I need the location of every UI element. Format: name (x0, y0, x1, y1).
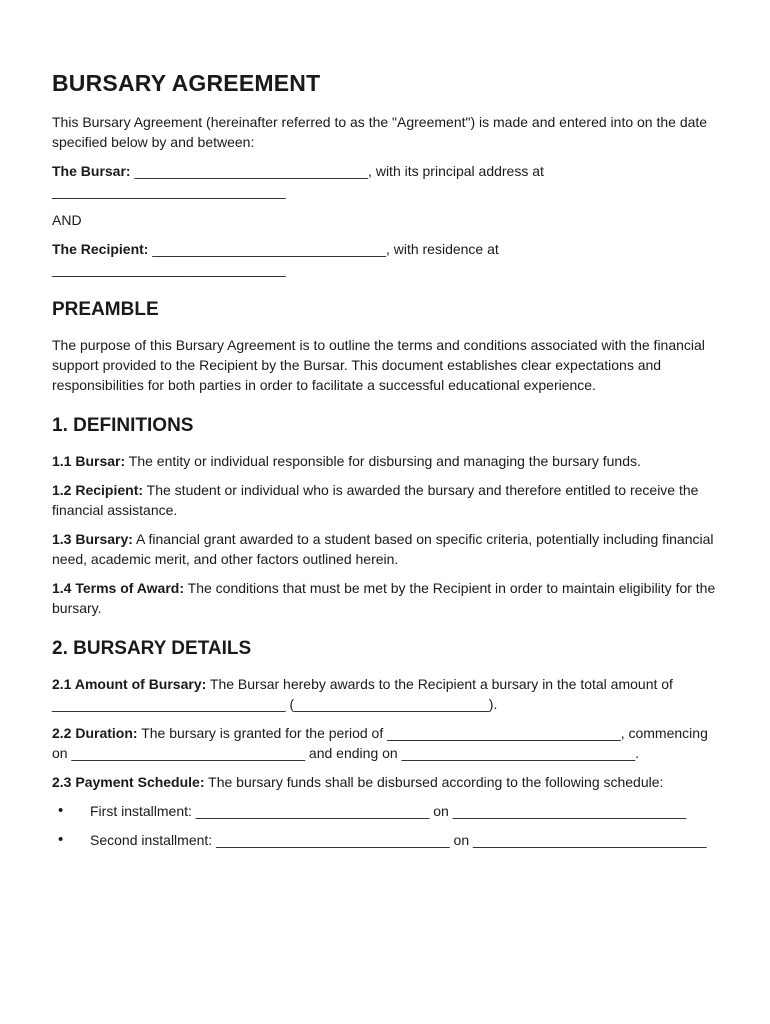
definition-term: 1.2 Recipient: (52, 482, 144, 498)
detail-text: The bursary funds shall be disbursed according to the following schedule: (204, 774, 664, 790)
detail-item (52, 772, 718, 792)
schedule-text: First installment: ______________________________ on ______________________________ (90, 803, 687, 819)
bullet-icon: • (58, 802, 64, 819)
schedule-text: Second installment: ______________________________ on ______________________________ (90, 832, 707, 848)
definition-text: The student or individual who is awarded the bursary and therefore entitled to receive the financial assistance. (52, 482, 699, 518)
document-title: BURSARY AGREEMENT (52, 70, 321, 96)
definition-term: 1.4 Terms of Award: (52, 580, 185, 596)
bursar-line (52, 161, 718, 201)
definition-term: 1.3 Bursary: (52, 531, 133, 547)
intro-paragraph: This Bursary Agreement (hereinafter referred to as the "Agreement") is made and entered into on the date specified below by and between: (52, 114, 708, 150)
definition-text: A financial grant awarded to a student based on specific criteria, potentially including financial need, academic merit, and other factors outlined herein. (52, 531, 714, 567)
definitions-heading: 1. DEFINITIONS (52, 415, 194, 436)
detail-term: 2.2 Duration: (52, 725, 138, 741)
definition-text: The conditions that must be met by the Recipient in order to maintain eligibility for the bursary. (52, 580, 716, 616)
definition-item (52, 578, 718, 618)
bullet-icon: • (58, 831, 64, 848)
schedule-item (52, 830, 718, 850)
bursar-label: The Bursar: (52, 163, 131, 179)
definition-item (52, 451, 718, 471)
detail-item (52, 723, 718, 763)
definition-term: 1.1 Bursar: (52, 453, 126, 469)
definition-item (52, 529, 718, 569)
payment-schedule-list (52, 801, 718, 850)
preamble-heading: PREAMBLE (52, 299, 159, 320)
detail-text: The Bursar hereby awards to the Recipient a bursary in the total amount of ______________________________ (_________________________). (52, 676, 673, 712)
bursar-text: ______________________________, with its principal address at ______________________________ (52, 163, 544, 199)
details-section (52, 638, 718, 850)
schedule-item (52, 801, 718, 821)
preamble-section (52, 299, 718, 395)
definition-item (52, 480, 718, 520)
detail-term: 2.3 Payment Schedule: (52, 774, 205, 790)
and-text: AND (52, 212, 82, 228)
definition-text: The entity or individual responsible for disbursing and managing the bursary funds. (125, 453, 641, 469)
definitions-section (52, 415, 718, 618)
detail-item (52, 674, 718, 714)
detail-text: The bursary is granted for the period of ______________________________, commencing on ______________________________ and ending on ______________________________. (52, 725, 708, 761)
recipient-label: The Recipient: (52, 241, 149, 257)
detail-term: 2.1 Amount of Bursary: (52, 676, 207, 692)
recipient-line (52, 239, 718, 279)
details-heading: 2. BURSARY DETAILS (52, 638, 252, 659)
preamble-paragraph: The purpose of this Bursary Agreement is to outline the terms and conditions associated with the financial support provided to the Recipient by the Bursar. This document establishes clear expectations and responsibilities for both parties in order to facilitate a successful educational experience. (52, 337, 705, 393)
recipient-text: ______________________________, with residence at ______________________________ (52, 241, 499, 277)
